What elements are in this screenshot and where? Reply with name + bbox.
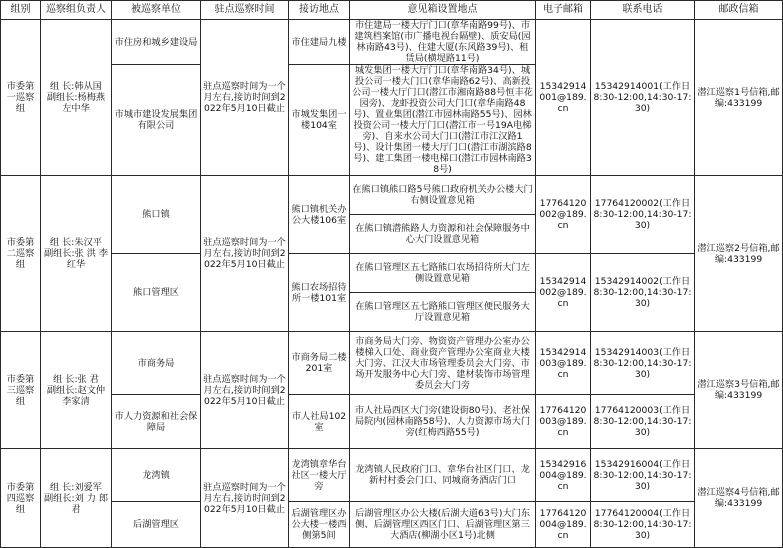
header-time: 驻点巡察时间	[201, 1, 289, 20]
opinion-box-location: 市商务局大门旁、物资资产管理办公室办公楼梯入口处、商业资产管理办公室商业大楼大门旁、江汉大市场管理委员会大门旁、市场开发服务中心大门旁、建材装饰市场管理委员会大门旁	[350, 332, 536, 395]
opinion-box-location: 城发集团一楼大厅门口(章华南路34号)、城投公司一楼大门口(章华南路62号)、高新投公司一楼大厅门口(潜江市湘南路88号恒丰花园旁)、龙虾投资公司大门口(章华南路48号)、置业集团(潜江市园林南路55号)、园林投资公司一楼大厅门口(潜江市一号19A电梯旁)、自来水公司大门口(潜江市江汉路1号)、设计集团一楼大厅门口(潜江市湖滨路8号)、建工集团一楼电梯口(潜江市园林南路38号)	[350, 65, 536, 176]
opinion-box-location: 龙湾镇人民政府门口、章华台社区门口、龙新村村委会门口、同城商务酒店门口	[350, 449, 536, 502]
email-address: 15342914001@189.cn	[536, 20, 591, 176]
visit-place: 市商务局二楼201室	[289, 332, 350, 395]
table-row	[1, 395, 783, 449]
visit-place: 后湖管理区办公大楼一楼西侧第5间	[289, 502, 350, 548]
table-row	[1, 502, 783, 548]
inspected-unit: 市人力资源和社会保障局	[112, 395, 201, 449]
contact-phone: 15342914002(工作日8:30-12:00,14:30-17:30)	[591, 254, 695, 332]
inspected-unit: 龙湾镇	[112, 449, 201, 502]
inspected-unit: 市住房和城乡建设局	[112, 20, 201, 65]
opinion-box-location: 在熊口镇熊口路5号熊口政府机关办公楼大门右侧设置意见箱	[350, 176, 536, 215]
visit-place: 市城发集团一楼104室	[289, 65, 350, 176]
contact-phone: 17764120003(工作日8:30-12:00,14:30-17:30)	[591, 395, 695, 449]
visit-place: 市人社局102室	[289, 395, 350, 449]
contact-phone: 17764120004(工作日8:30-12:00,14:30-17:30)	[591, 502, 695, 548]
table-row	[1, 332, 783, 395]
inspected-unit: 市城市建设发展集团有限公司	[112, 65, 201, 176]
inspected-unit: 后湖管理区	[112, 502, 201, 548]
inspected-unit: 熊口镇	[112, 176, 201, 254]
opinion-box-location: 在熊口镇潜熊路人力资源和社会保障服务中心大门设置意见箱	[350, 215, 536, 254]
visit-place: 熊口镇机关办公大楼106室	[289, 176, 350, 254]
inspection-time: 驻点巡察时间为一个月左右,接访时间到2022年5月10日截止	[201, 20, 289, 176]
email-address: 15342916004@189.cn	[536, 449, 591, 502]
header-place: 接访地点	[289, 1, 350, 20]
table-row	[1, 176, 783, 215]
group-name: 市委第二巡察组	[1, 176, 41, 332]
header-group: 组别	[1, 1, 41, 20]
table-row	[1, 254, 783, 293]
postal-mailbox: 潜江巡察3号信箱,邮编:433199	[695, 332, 783, 449]
postal-mailbox: 潜江巡察1号信箱,邮编:433199	[695, 20, 783, 176]
opinion-box-location: 后湖管理区办公大楼(后湖大道63号)大门东侧、后湖管理区西区门口、后湖管理区第三大酒店(柳湖小区1号)北侧	[350, 502, 536, 548]
group-leaders: 组 长:刘爱军 副组长:刘 力 郎 君	[41, 449, 112, 548]
table-row	[1, 20, 783, 65]
header-phone: 联系电话	[591, 1, 695, 20]
email-address: 17764120004@189.cn	[536, 502, 591, 548]
opinion-box-location: 在熊口管理区五七路熊口农场招待所大门左侧设置意见箱	[350, 254, 536, 293]
inspection-time: 驻点巡察时间为一个月左右,接访时间到2022年5月10日截止	[201, 449, 289, 548]
inspected-unit: 熊口管理区	[112, 254, 201, 332]
opinion-box-location: 在熊口管理区五七路熊口管理区便民服务大厅设置意见箱	[350, 293, 536, 332]
email-address: 17764120002@189.cn	[536, 176, 591, 254]
visit-place: 龙湾镇章华台社区一楼大厅旁	[289, 449, 350, 502]
header-row	[1, 1, 783, 20]
header-postbox: 邮政信箱	[695, 1, 783, 20]
group-leaders: 组 长:张 君 副组长:赵文仲 李家清	[41, 332, 112, 449]
inspection-time: 驻点巡察时间为一个月左右,接访时间到2022年5月10日截止	[201, 176, 289, 332]
email-address: 15342914002@189.cn	[536, 254, 591, 332]
inspection-time: 驻点巡察时间为一个月左右,接访时间到2022年5月10日截止	[201, 332, 289, 449]
group-leaders: 组 长:朱汉平 副组长:张 洪 李红华	[41, 176, 112, 332]
visit-place: 市住建局九楼	[289, 20, 350, 65]
postal-mailbox: 潜江巡察4号信箱,邮编:433199	[695, 449, 783, 548]
table-row	[1, 449, 783, 502]
opinion-box-location: 市住建局一楼大厅门口(章华南路99号)、市建筑档案馆(市广播电视台隔壁)、质安局(园林南路43号)、住建大厦(东风路39号)、租赁局(横堤路11号)	[350, 20, 536, 65]
group-name: 市委第三巡察组	[1, 332, 41, 449]
group-name: 市委第四巡察组	[1, 449, 41, 548]
email-address: 15342914003@189.cn	[536, 332, 591, 395]
group-name: 市委第一巡察组	[1, 20, 41, 176]
inspected-unit: 市商务局	[112, 332, 201, 395]
opinion-box-location: 市人社局西区大门旁(建设街80号)、老社保局院内(园林南路58号)、人力资源市场大门旁(红梅西路55号)	[350, 395, 536, 449]
visit-place: 熊口农场招待所一楼101室	[289, 254, 350, 332]
header-opinion-box: 意见箱设置地点	[350, 1, 536, 20]
email-address: 17764120003@189.cn	[536, 395, 591, 449]
postal-mailbox: 潜江巡察2号信箱,邮编:433199	[695, 176, 783, 332]
group-leaders: 组 长:韩从国 副组长:杨梅燕 左中华	[41, 20, 112, 176]
contact-phone: 15342916004(工作日8:30-12:00,14:30-17:30)	[591, 449, 695, 502]
contact-phone: 15342914001(工作日8:30-12:00,14:30-17:30)	[591, 20, 695, 176]
header-email: 电子邮箱	[536, 1, 591, 20]
contact-phone: 15342914003(工作日8:30-12:00,14:30-17:30)	[591, 332, 695, 395]
header-unit: 被巡察单位	[112, 1, 201, 20]
contact-phone: 17764120002(工作日8:30-12:00,14:30-17:30)	[591, 176, 695, 254]
header-leaders: 巡察组负责人	[41, 1, 112, 20]
